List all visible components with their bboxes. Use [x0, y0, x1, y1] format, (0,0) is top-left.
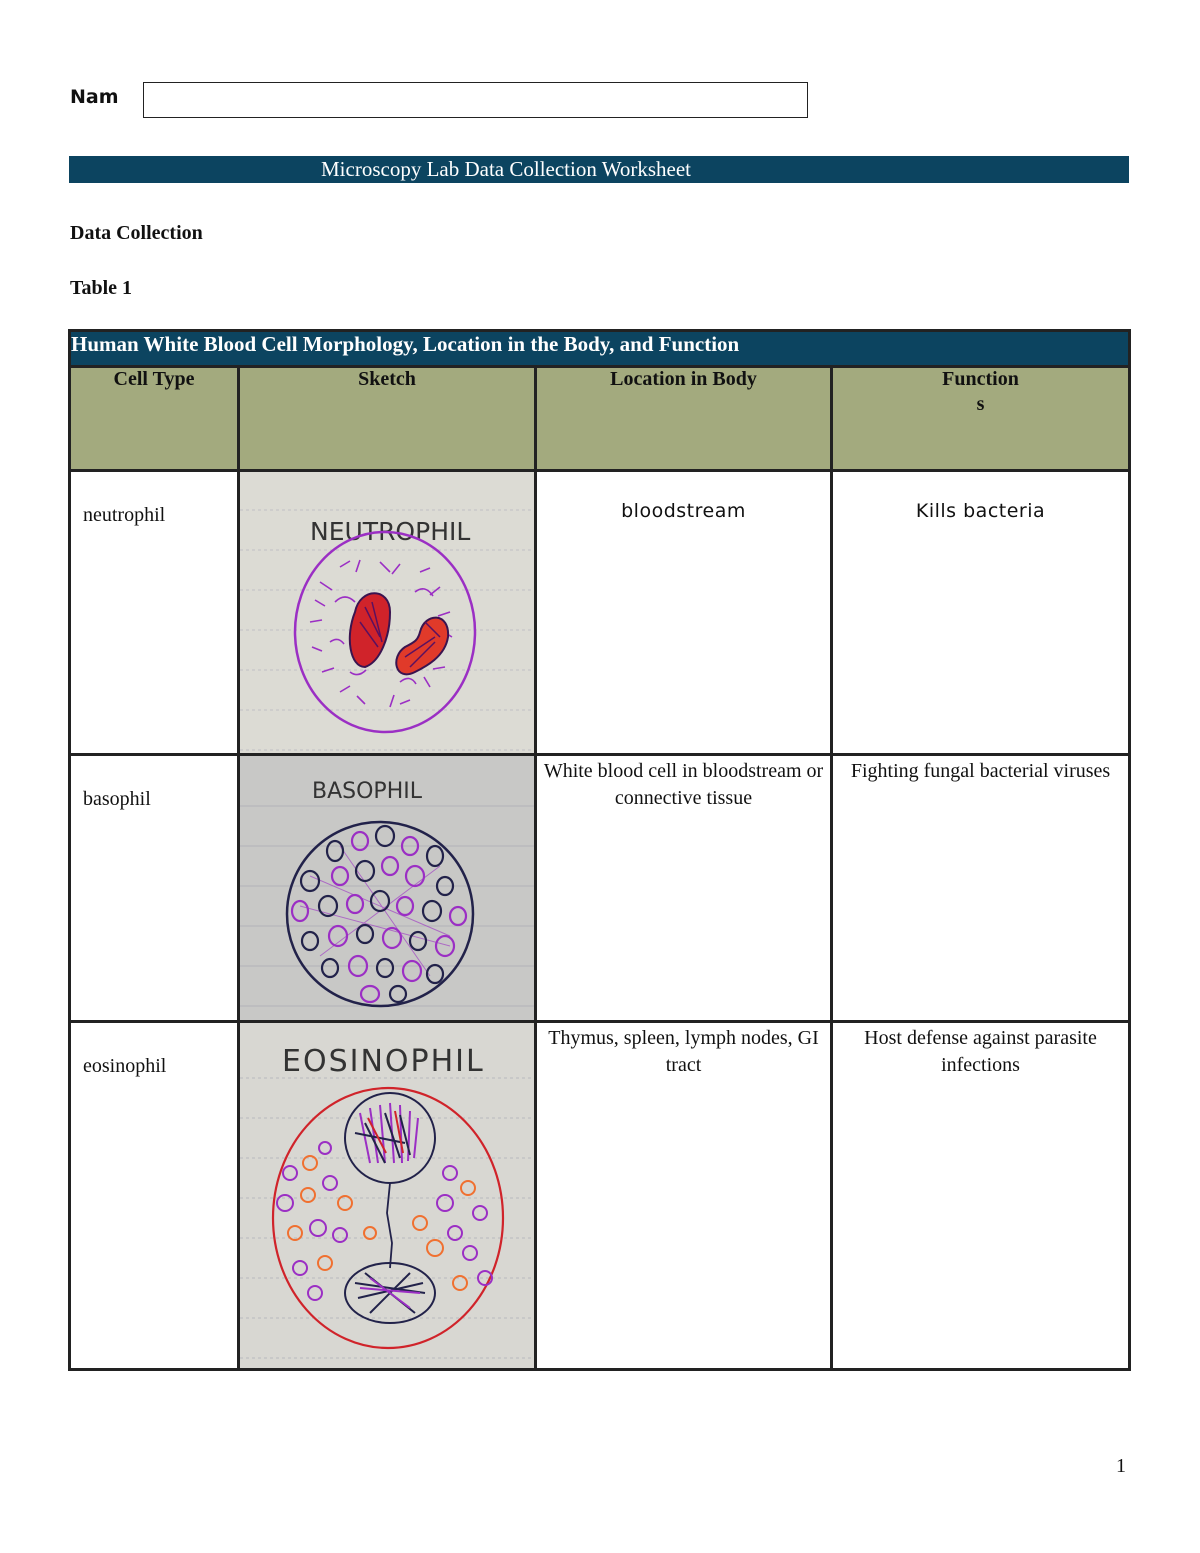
location-cell: bloodstream: [536, 471, 832, 755]
function-cell: Kills bacteria: [832, 471, 1130, 755]
name-field[interactable]: [143, 82, 808, 118]
neutrophil-drawing: [240, 472, 536, 753]
cell-type: basophil: [70, 755, 239, 1022]
table-caption: Human White Blood Cell Morphology, Location in the Body, and Function: [70, 331, 1130, 367]
worksheet-title-bar: [69, 156, 1129, 183]
sketch-eosinophil: [239, 1022, 536, 1370]
header-function-line1: Function: [942, 368, 1019, 390]
cell-type: eosinophil: [70, 1022, 239, 1370]
header-sketch: Sketch: [239, 367, 536, 471]
header-function-line2: s: [976, 393, 985, 415]
section-heading: Data Collection: [70, 222, 203, 244]
table-row: [70, 1022, 1130, 1370]
sketch-neutrophil: [239, 471, 536, 755]
header-location: Location in Body: [536, 367, 832, 471]
sketch-label: BASOPHIL: [312, 779, 422, 804]
table-label: Table 1: [70, 277, 133, 299]
cell-type: neutrophil: [70, 471, 239, 755]
wbc-table: [68, 329, 1131, 1371]
page-number: 1: [1116, 1455, 1126, 1477]
header-cell-type: Cell Type: [70, 367, 239, 471]
function-cell: Fighting fungal bacterial viruses: [832, 755, 1130, 1022]
location-cell: White blood cell in bloodstream or connective tissue: [536, 755, 832, 1022]
sketch-label: NEUTROPHIL: [310, 517, 471, 546]
basophil-drawing: [240, 756, 536, 1020]
header-function: [832, 367, 1130, 471]
location-cell: Thymus, spleen, lymph nodes, GI tract: [536, 1022, 832, 1370]
name-label: Nam: [70, 86, 119, 108]
worksheet-title: Microscopy Lab Data Collection Worksheet: [321, 157, 691, 181]
sketch-basophil: [239, 755, 536, 1022]
sketch-label: EOSINOPHIL: [282, 1044, 485, 1079]
table-row: [70, 471, 1130, 755]
function-cell: Host defense against parasite infections: [832, 1022, 1130, 1370]
eosinophil-drawing: [240, 1023, 536, 1368]
table-row: [70, 755, 1130, 1022]
